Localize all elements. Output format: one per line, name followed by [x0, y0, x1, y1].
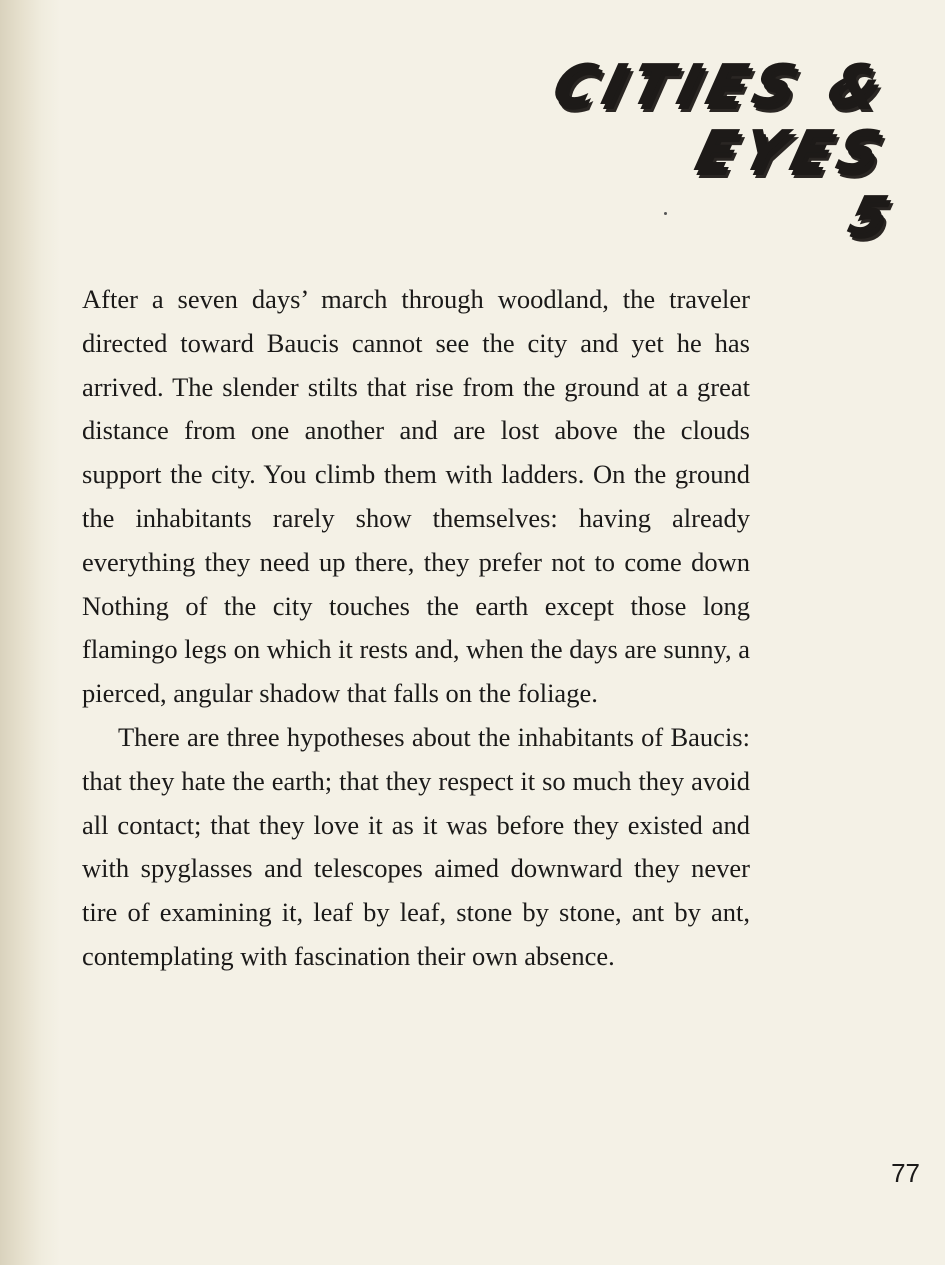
paper-speck	[664, 212, 667, 215]
book-spine-shadow	[0, 0, 60, 1265]
chapter-title-line-2: EYES	[688, 119, 895, 184]
page-number: 77	[891, 1158, 920, 1188]
chapter-body	[82, 278, 750, 979]
paragraph-2: There are three hypotheses about the inhabitants of Baucis: that they hate the earth; that they respect it so much they avoid all contact; that they love it as it was before they existed and with spyglasses and telescopes aimed downward they never tire of examining it, leaf by leaf, stone by stone, ant by ant, contemplating with fascination their own absence.	[82, 721, 750, 971]
chapter-number: 5	[842, 186, 894, 246]
chapter-title-line-1: CITIES &	[546, 53, 895, 118]
chapter-heading	[505, 53, 895, 250]
paragraph-1: After a seven days’ march through woodland, the traveler directed toward Baucis cannot see the city and yet he has arrived. The slender stilts that rise from the ground at a great distance from one another and are lost above the clouds support the city. You climb them with ladders. On the ground the inhabitants rarely show themselves: having already everything they need up there, they prefer not to come down Nothing of the city touches the earth except those long flamingo legs on which it rests and, when the days are sunny, a pierced, angular shadow that falls on the foliage.	[82, 284, 750, 709]
